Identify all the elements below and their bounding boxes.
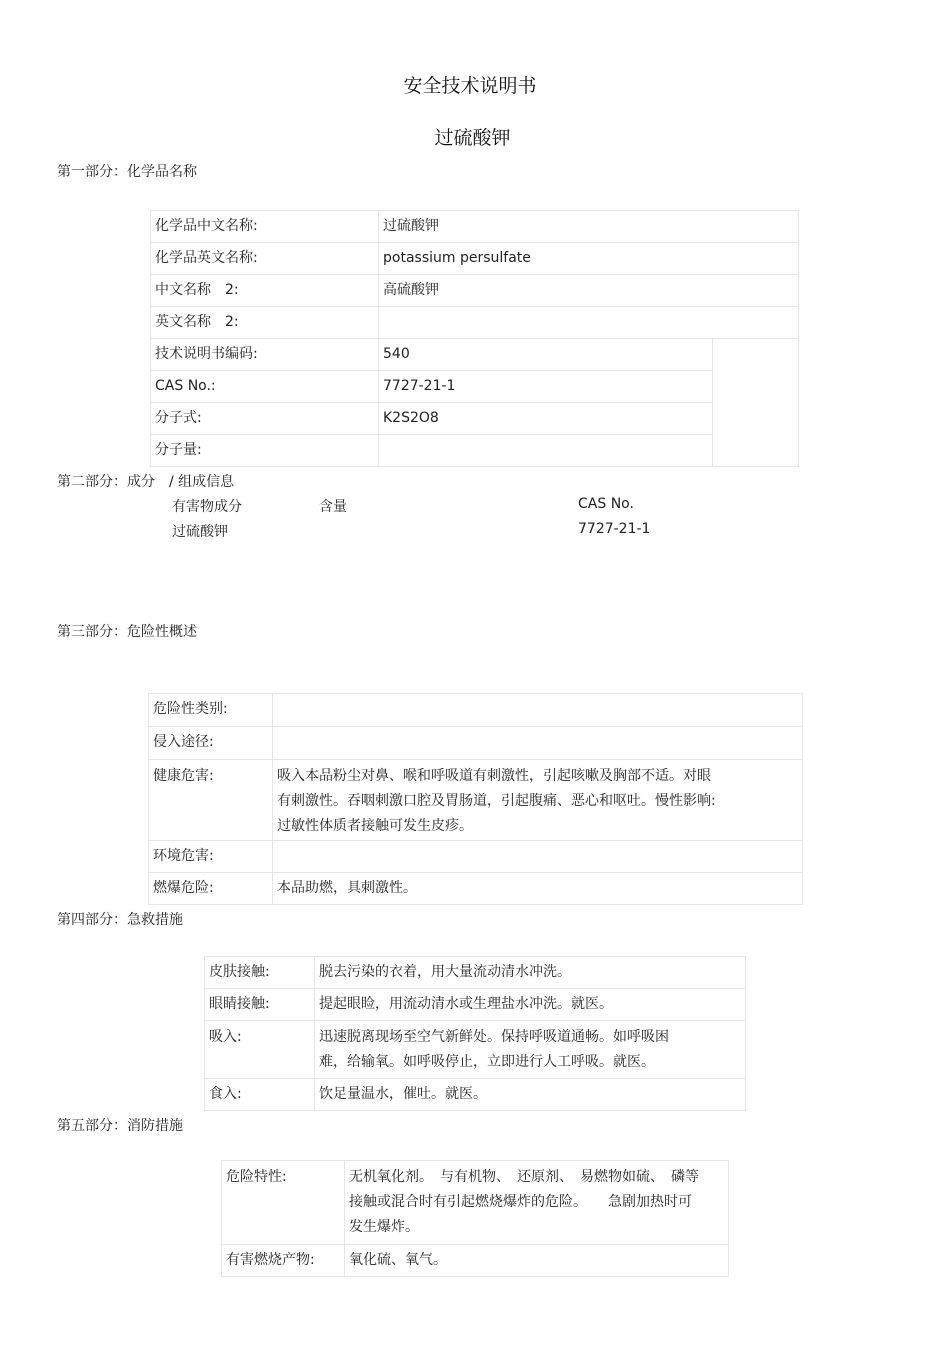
row-value: [273, 694, 803, 727]
table-row: [149, 873, 803, 905]
table-row: [151, 371, 799, 403]
row-label: 环境危害:: [149, 841, 273, 873]
component-header: 有害物成分: [172, 499, 242, 515]
text-line: 过敏性体质者接触可发生皮疹。: [277, 818, 473, 834]
text-line: 接触或混合时有引起燃烧爆炸的危险。 急剧加热时可: [349, 1194, 692, 1210]
table-row: [149, 760, 803, 841]
row-value: 过硫酸钾: [379, 211, 799, 243]
cas-value: 7727-21-1: [578, 521, 651, 537]
row-value: 7727-21-1: [379, 371, 713, 403]
row-value: 高硫酸钾: [379, 275, 799, 307]
row-label: 化学品中文名称:: [151, 211, 379, 243]
document-subtitle: 过硫酸钾: [434, 127, 511, 149]
content-header: 含量: [319, 499, 347, 515]
row-value: 540: [379, 339, 713, 371]
row-value: K2S2O8: [379, 403, 713, 435]
hazard-table: [148, 693, 803, 905]
first-aid-table: [204, 956, 746, 1111]
table-row: [205, 1021, 746, 1079]
row-label: 眼睛接触:: [205, 989, 315, 1021]
chemical-name-table: [150, 210, 799, 467]
text-line: 有刺激性。吞咽刺激口腔及胃肠道，引起腹痛、恶心和呕吐。慢性影响:: [277, 793, 716, 809]
row-label: 危险特性:: [222, 1161, 345, 1245]
row-label: 英文名称 2:: [151, 307, 379, 339]
part2-heading: 第二部分：成分 / 组成信息: [57, 474, 235, 490]
text-line: 发生爆炸。: [349, 1219, 419, 1235]
text-line: 吸入本品粉尘对鼻、喉和呼吸道有刺激性，引起咳嗽及胸部不适。对眼: [277, 768, 711, 784]
row-label: 有害燃烧产物:: [222, 1245, 345, 1277]
part1-heading: 第一部分：化学品名称: [57, 164, 197, 180]
table-row: [149, 694, 803, 727]
component-value: 过硫酸钾: [172, 524, 228, 540]
row-label: 化学品英文名称:: [151, 243, 379, 275]
part3-heading: 第三部分：危险性概述: [57, 624, 197, 640]
text-line: 难，给输氧。如呼吸停止，立即进行人工呼吸。就医。: [319, 1054, 655, 1070]
table-row: [149, 841, 803, 873]
row-value: [345, 1161, 729, 1245]
row-label: 分子式:: [151, 403, 379, 435]
row-value: [315, 1021, 746, 1079]
part5-heading: 第五部分：消防措施: [57, 1118, 183, 1134]
row-value: [273, 841, 803, 873]
row-value: 脱去污染的衣着，用大量流动清水冲洗。: [315, 957, 746, 989]
row-label: 侵入途径:: [149, 727, 273, 760]
table-row: [205, 957, 746, 989]
table-row: [151, 403, 799, 435]
row-label: CAS No.:: [151, 371, 379, 403]
row-value: 饮足量温水，催吐。就医。: [315, 1079, 746, 1111]
cas-header: CAS No.: [578, 496, 634, 512]
row-label: 吸入:: [205, 1021, 315, 1079]
row-label: 燃爆危险:: [149, 873, 273, 905]
table-row: [205, 1079, 746, 1111]
fire-fighting-table: [221, 1160, 729, 1277]
table-row: [149, 727, 803, 760]
row-label: 危险性类别:: [149, 694, 273, 727]
table-row: [222, 1245, 729, 1277]
table-row: [222, 1161, 729, 1245]
table-row: [205, 989, 746, 1021]
table-row: [151, 275, 799, 307]
text-line: 无机氧化剂。 与有机物、 还原剂、 易燃物如硫、 磷等: [349, 1169, 699, 1185]
row-value: [379, 307, 799, 339]
table-row: [151, 339, 799, 371]
row-label: 分子量:: [151, 435, 379, 467]
table-row: [151, 243, 799, 275]
table-row: [151, 435, 799, 467]
row-label: 技术说明书编码:: [151, 339, 379, 371]
row-label: 健康危害:: [149, 760, 273, 841]
table-row: [151, 307, 799, 339]
part4-heading: 第四部分：急救措施: [57, 912, 183, 928]
row-value: [273, 760, 803, 841]
row-value: 提起眼睑，用流动清水或生理盐水冲洗。就医。: [315, 989, 746, 1021]
row-value: [273, 727, 803, 760]
row-value: potassium persulfate: [379, 243, 799, 275]
row-label: 食入:: [205, 1079, 315, 1111]
row-value: [379, 435, 713, 467]
row-value: 本品助燃，具刺激性。: [273, 873, 803, 905]
row-value: 氧化硫、氧气。: [345, 1245, 729, 1277]
row-label: 皮肤接触:: [205, 957, 315, 989]
empty-cell: [713, 339, 799, 467]
text-line: 迅速脱离现场至空气新鲜处。保持呼吸道通畅。如呼吸困: [319, 1029, 669, 1045]
document-title: 安全技术说明书: [403, 75, 537, 97]
table-row: [151, 211, 799, 243]
row-label: 中文名称 2:: [151, 275, 379, 307]
